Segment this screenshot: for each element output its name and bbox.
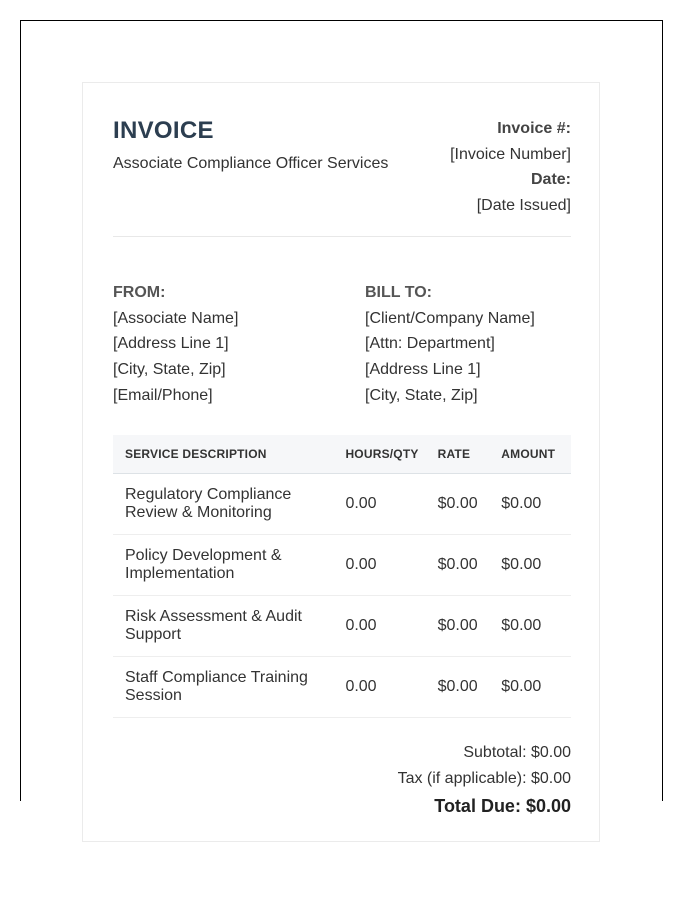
invoice-number-value: [Invoice Number] <box>450 145 571 163</box>
invoice-card <box>82 82 600 842</box>
total-due: Total Due: $0.00 <box>434 796 571 816</box>
header-service-description: SERVICE DESCRIPTION <box>113 435 333 473</box>
header-rate: RATE <box>431 435 495 473</box>
row-qty: 0.00 <box>333 534 430 595</box>
row-description: Policy Development & Implementation <box>113 534 333 595</box>
table-row <box>113 534 571 595</box>
from-line: [Address Line 1] <box>113 335 229 353</box>
row-description: Risk Assessment & Audit Support <box>113 595 333 656</box>
invoice-number-label: Invoice #: <box>497 120 571 137</box>
table-row <box>113 656 571 717</box>
header-divider <box>113 236 571 237</box>
row-amount: $0.00 <box>494 534 571 595</box>
table-row <box>113 473 571 534</box>
bill-to-block <box>365 280 535 409</box>
bill-to-line: [City, State, Zip] <box>365 386 478 404</box>
row-description: Staff Compliance Training Session <box>113 656 333 717</box>
totals-block <box>398 740 571 819</box>
row-rate: $0.00 <box>431 595 495 656</box>
bill-to-line: [Client/Company Name] <box>365 309 535 327</box>
row-amount: $0.00 <box>494 595 571 656</box>
from-heading: FROM: <box>113 284 166 301</box>
invoice-subtitle: Associate Compliance Officer Services <box>113 155 389 172</box>
tax: Tax (if applicable): $0.00 <box>397 770 571 787</box>
invoice-date-value: [Date Issued] <box>476 197 571 215</box>
row-qty: 0.00 <box>333 473 430 534</box>
bill-to-line: [Attn: Department] <box>365 335 495 353</box>
from-block <box>113 280 238 409</box>
row-rate: $0.00 <box>431 656 495 717</box>
row-description: Regulatory Compliance Review & Monitoring <box>113 473 333 534</box>
row-rate: $0.00 <box>431 534 495 595</box>
bill-to-line: [Address Line 1] <box>365 361 481 379</box>
subtotal: Subtotal: $0.00 <box>463 744 571 761</box>
services-table <box>113 435 571 718</box>
from-line: [City, State, Zip] <box>113 361 226 379</box>
from-line: [Email/Phone] <box>113 386 213 404</box>
page-frame <box>20 20 663 816</box>
row-amount: $0.00 <box>494 656 571 717</box>
header-amount: AMOUNT <box>494 435 571 473</box>
invoice-meta <box>450 116 571 219</box>
row-rate: $0.00 <box>431 473 495 534</box>
table-row <box>113 595 571 656</box>
row-qty: 0.00 <box>333 595 430 656</box>
bill-to-heading: BILL TO: <box>365 284 432 301</box>
table-header-row <box>113 435 571 473</box>
invoice-date-label: Date: <box>530 171 571 189</box>
invoice-title: INVOICE <box>113 117 214 144</box>
from-line: [Associate Name] <box>113 309 239 327</box>
row-qty: 0.00 <box>333 656 430 717</box>
row-amount: $0.00 <box>494 473 571 534</box>
header-hours-qty: HOURS/QTY <box>333 435 430 473</box>
